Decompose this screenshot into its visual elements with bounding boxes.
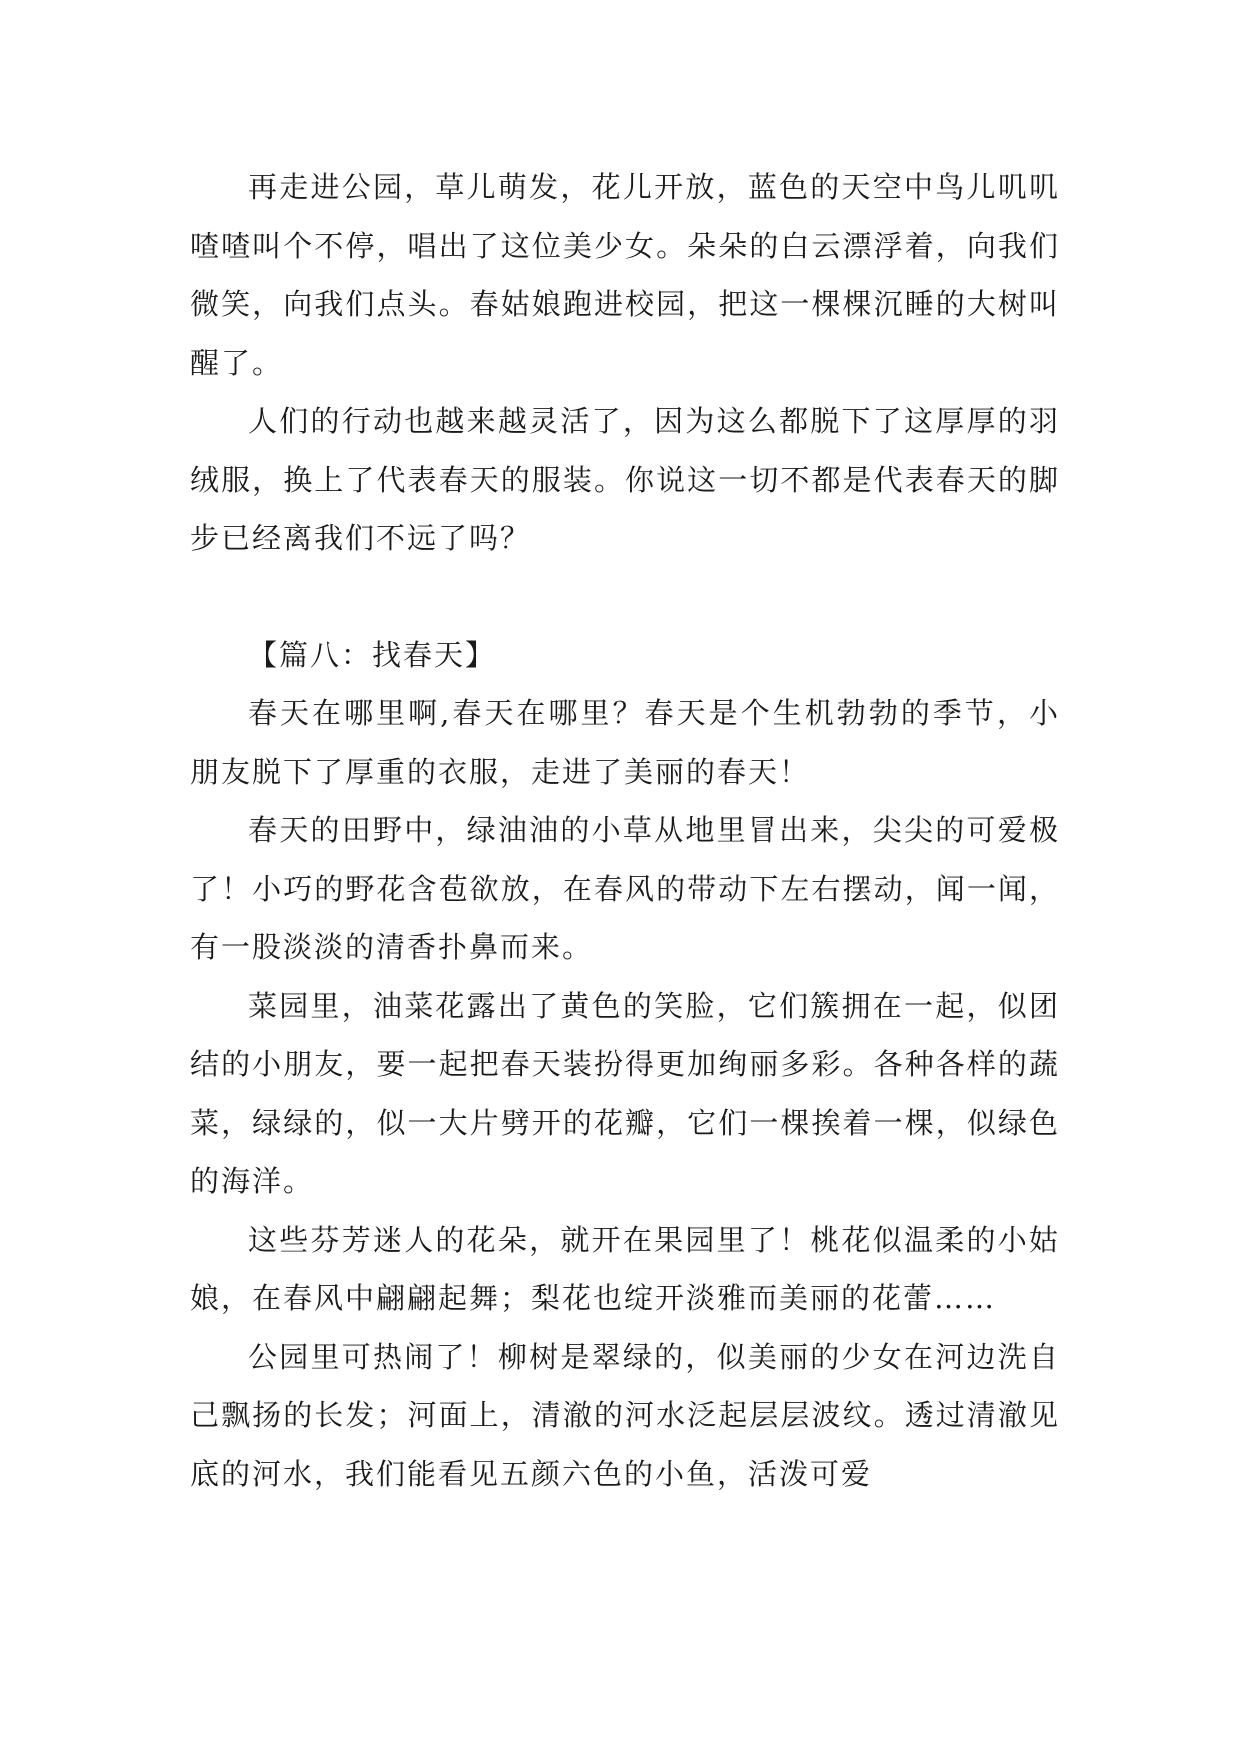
section-title: 【篇八：找春天】 [248,637,497,672]
body-paragraph: 公园里可热闹了！柳树是翠绿的，似美丽的少女在河边洗自己飘扬的长发；河面上，清澈的河水泛起层层波纹。透过清澈见底的河水，我们能看见五颜六色的小鱼，活泼可爱 [190,1339,1060,1491]
body-paragraph: 人们的行动也越来越灵活了，因为这么都脱下了这厚厚的羽绒服，换上了代表春天的服装。你说这一切不都是代表春天的脚步已经离我们不远了吗？ [190,404,1060,555]
document-page [190,158,1060,1503]
body-paragraph: 菜园里，油菜花露出了黄色的笑脸，它们簇拥在一起，似团结的小朋友，要一起把春天装扮得更加绚丽多彩。各种各样的蔬菜，绿绿的，似一大片劈开的花瓣，它们一棵挨着一棵，似绿色的海洋。 [190,988,1060,1198]
body-paragraph: 再走进公园，草儿萌发，花儿开放，蓝色的天空中鸟儿叽叽喳喳叫个不停，唱出了这位美少女。朵朵的白云漂浮着，向我们微笑，向我们点头。春姑娘跑进校园，把这一棵棵沉睡的大树叫醒了。 [190,170,1060,380]
body-paragraph: 春天在哪里啊,春天在哪里？春天是个生机勃勃的季节，小朋友脱下了厚重的衣服，走进了美丽的春天！ [190,696,1060,789]
body-paragraph: 春天的田野中，绿油油的小草从地里冒出来，尖尖的可爱极了！小巧的野花含苞欲放，在春风的带动下左右摆动，闻一闻，有一股淡淡的清香扑鼻而来。 [190,813,1060,964]
body-paragraph: 这些芬芳迷人的花朵，就开在果园里了！桃花似温柔的小姑娘，在春风中翩翩起舞；梨花也绽开淡雅而美丽的花蕾…… [190,1222,1060,1315]
